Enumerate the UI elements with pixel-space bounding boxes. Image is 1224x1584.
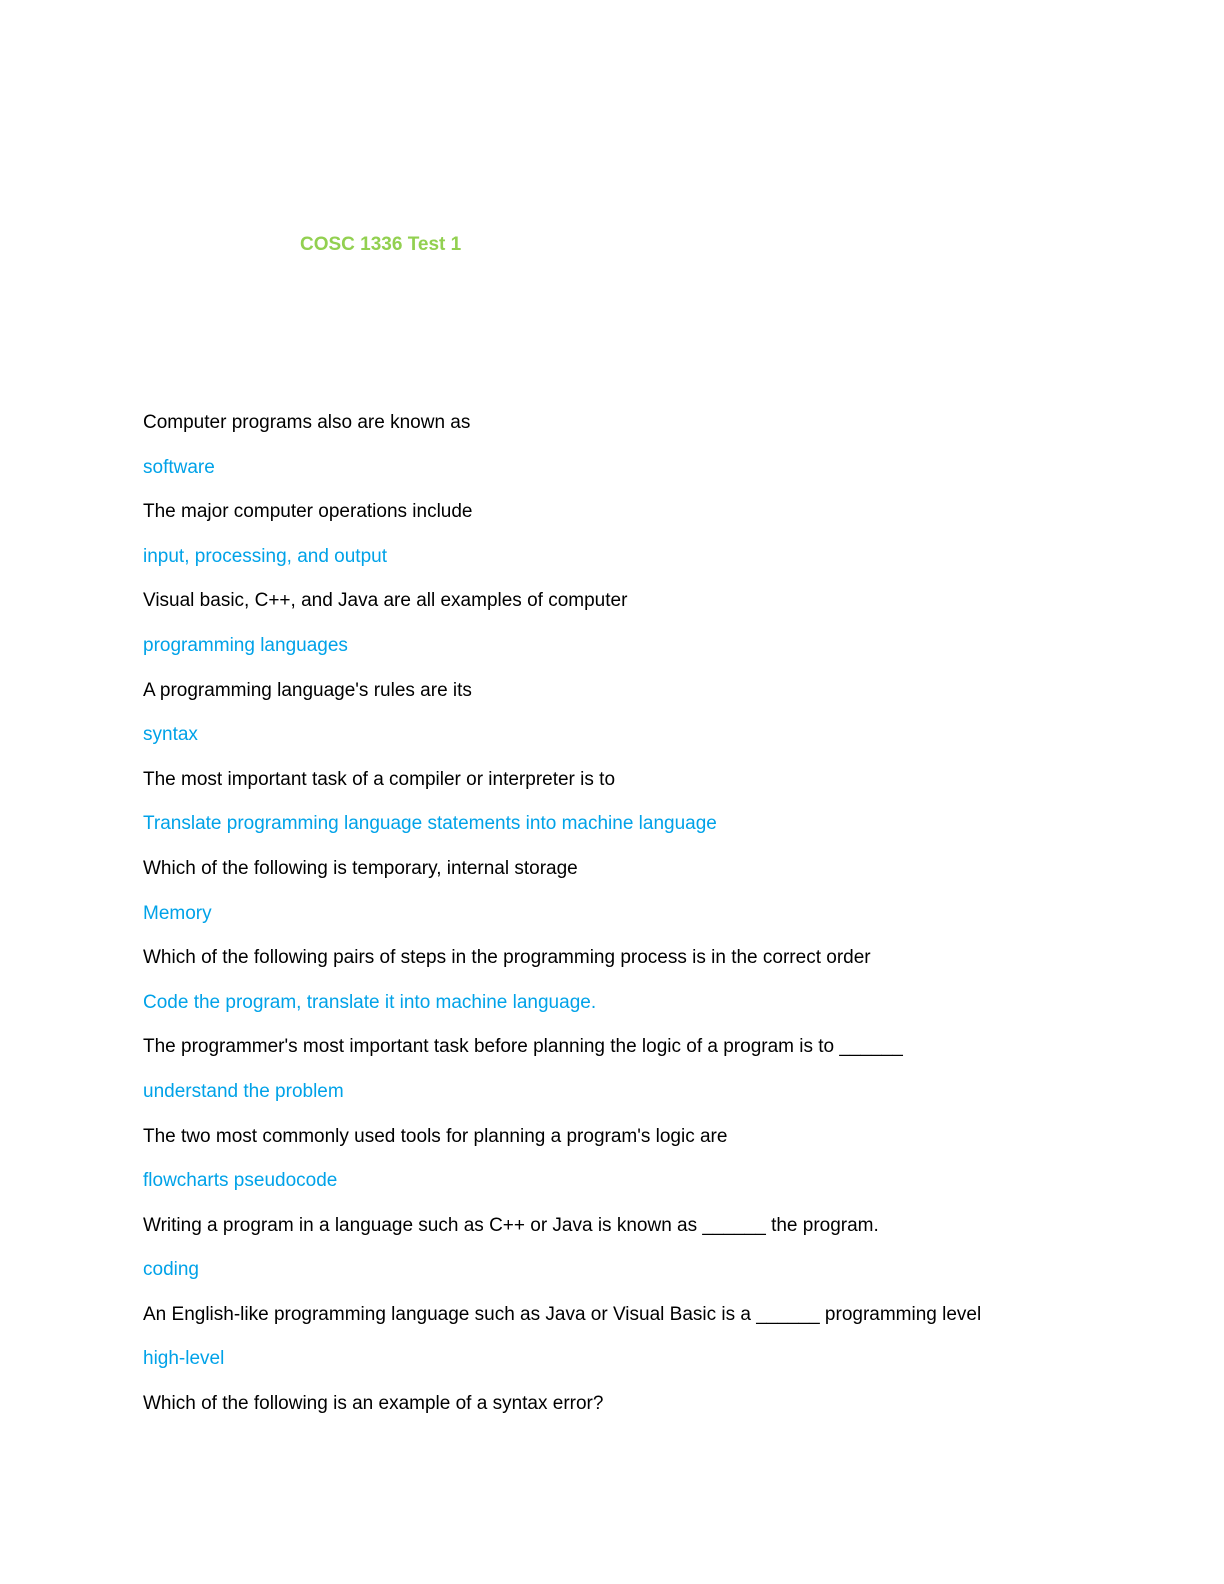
answer-text: syntax [143,724,198,746]
document-title: COSC 1336 Test 1 [300,234,462,255]
question-text: The most important task of a compiler or interpreter is to [143,768,616,790]
question-text: A programming language's rules are its [143,679,472,701]
question-text: An English-like programming language such as Java or Visual Basic is a ______ programming level [143,1303,982,1325]
answer-text: input, processing, and output [143,545,388,567]
question-text: The major computer operations include [143,501,473,523]
question-text: Which of the following is temporary, internal storage [143,857,578,879]
answer-text: software [143,456,215,478]
question-answer-list [143,410,1143,1436]
question-text: Which of the following is an example of a syntax error? [143,1393,604,1415]
question-text: The programmer's most important task before planning the logic of a program is to ______ [143,1036,903,1058]
question-text: The two most commonly used tools for planning a program's logic are [143,1125,728,1147]
question-text: Writing a program in a language such as C++ or Java is known as ______ the program. [143,1214,879,1236]
answer-text: Code the program, translate it into machine language. [143,991,597,1013]
answer-text: flowcharts pseudocode [143,1170,338,1192]
question-text: Which of the following pairs of steps in the programming process is in the correct order [143,947,871,969]
answer-text: understand the problem [143,1080,344,1102]
answer-text: high-level [143,1348,225,1370]
question-text: Computer programs also are known as [143,412,471,433]
answer-text: programming languages [143,634,348,656]
answer-text: coding [143,1259,199,1281]
answer-text: Translate programming language statements into machine language [143,813,717,835]
answer-text: Memory [143,902,212,924]
question-text: Visual basic, C++, and Java are all examples of computer [143,590,628,612]
